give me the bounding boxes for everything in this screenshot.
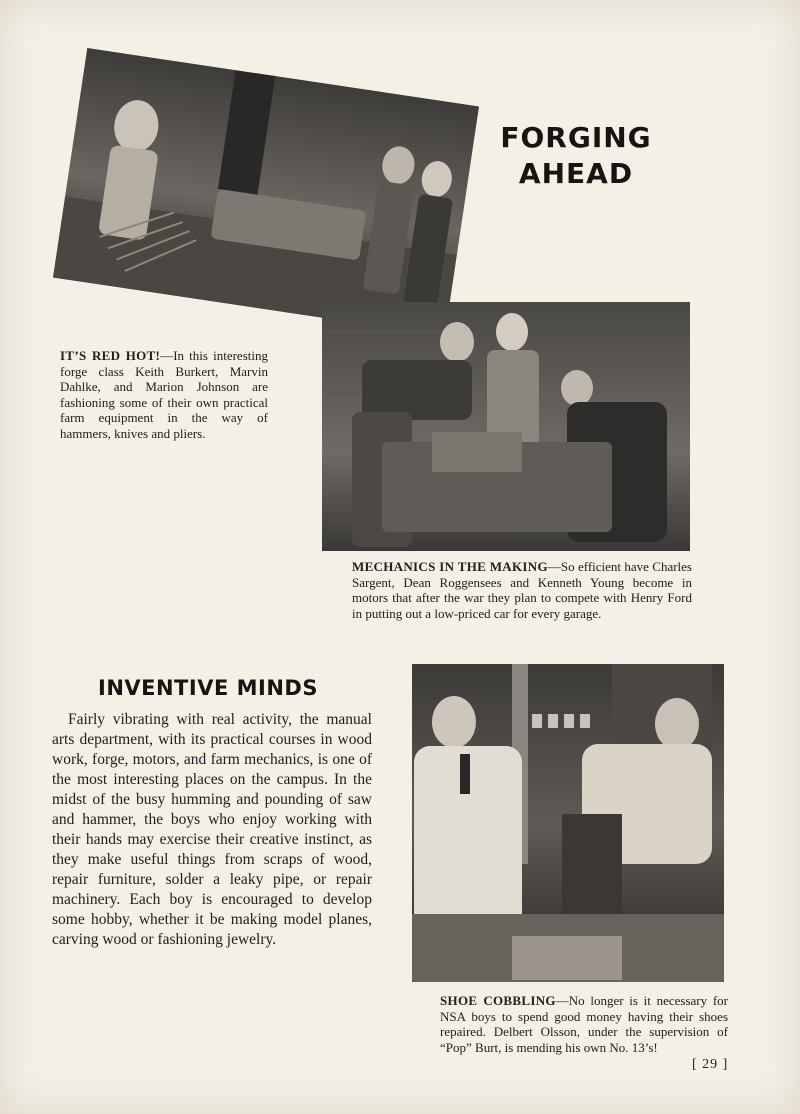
headline-line-1: FORGING: [500, 121, 652, 154]
caption-shoe-cobbling: [440, 993, 728, 1055]
page-headline: [496, 120, 656, 192]
caption-lead: SHOE COBBLING: [440, 993, 556, 1008]
caption-red-hot: [60, 348, 268, 441]
section-heading: INVENTIVE MINDS: [98, 676, 318, 700]
caption-text: —No longer is it necessary for NSA boys to spend good money having their shoes repaired. Delbert Olsson, under the supervision of “Pop” Burt, is mending his own No. 13’s!: [440, 993, 728, 1055]
caption-text: —So efficient have Charles Sargent, Dean Roggensees and Kenneth Young become in motors that after the war they plan to compete with Henry Ford in putting out a low-priced car for every garage.: [352, 559, 692, 621]
caption-lead: IT’S RED HOT!: [60, 348, 161, 363]
section-body: Fairly vibrating with real activity, the manual arts department, with its practical courses in wood work, forge, motors, and farm mechanics, is one of the most interesting places on the campus. In the midst of the busy humming and pounding of saw and hammer, the boys who enjoy working with their hands may exercise their creative instinct, as they make useful things from scraps of wood, repair furniture, solder a leaky pipe, or repair machinery. Each boy is encouraged to develop some hobby, whether it be making model planes, carving wood or fashioning jewelry.: [52, 711, 372, 948]
forge-class-photo: [53, 48, 479, 336]
caption-mechanics: [352, 559, 692, 621]
headline-line-2: AHEAD: [518, 157, 634, 190]
caption-lead: MECHANICS IN THE MAKING: [352, 559, 548, 574]
shoe-cobbling-photo: [412, 664, 724, 982]
caption-text: —In this interesting forge class Keith Burkert, Marvin Dahlke, and Marion Johnson are fashioning some of their own practical farm equipment in the way of hammers, knives and pliers.: [60, 348, 268, 441]
page-number: [ 29 ]: [692, 1057, 729, 1072]
motor-mechanics-photo: [322, 302, 690, 551]
